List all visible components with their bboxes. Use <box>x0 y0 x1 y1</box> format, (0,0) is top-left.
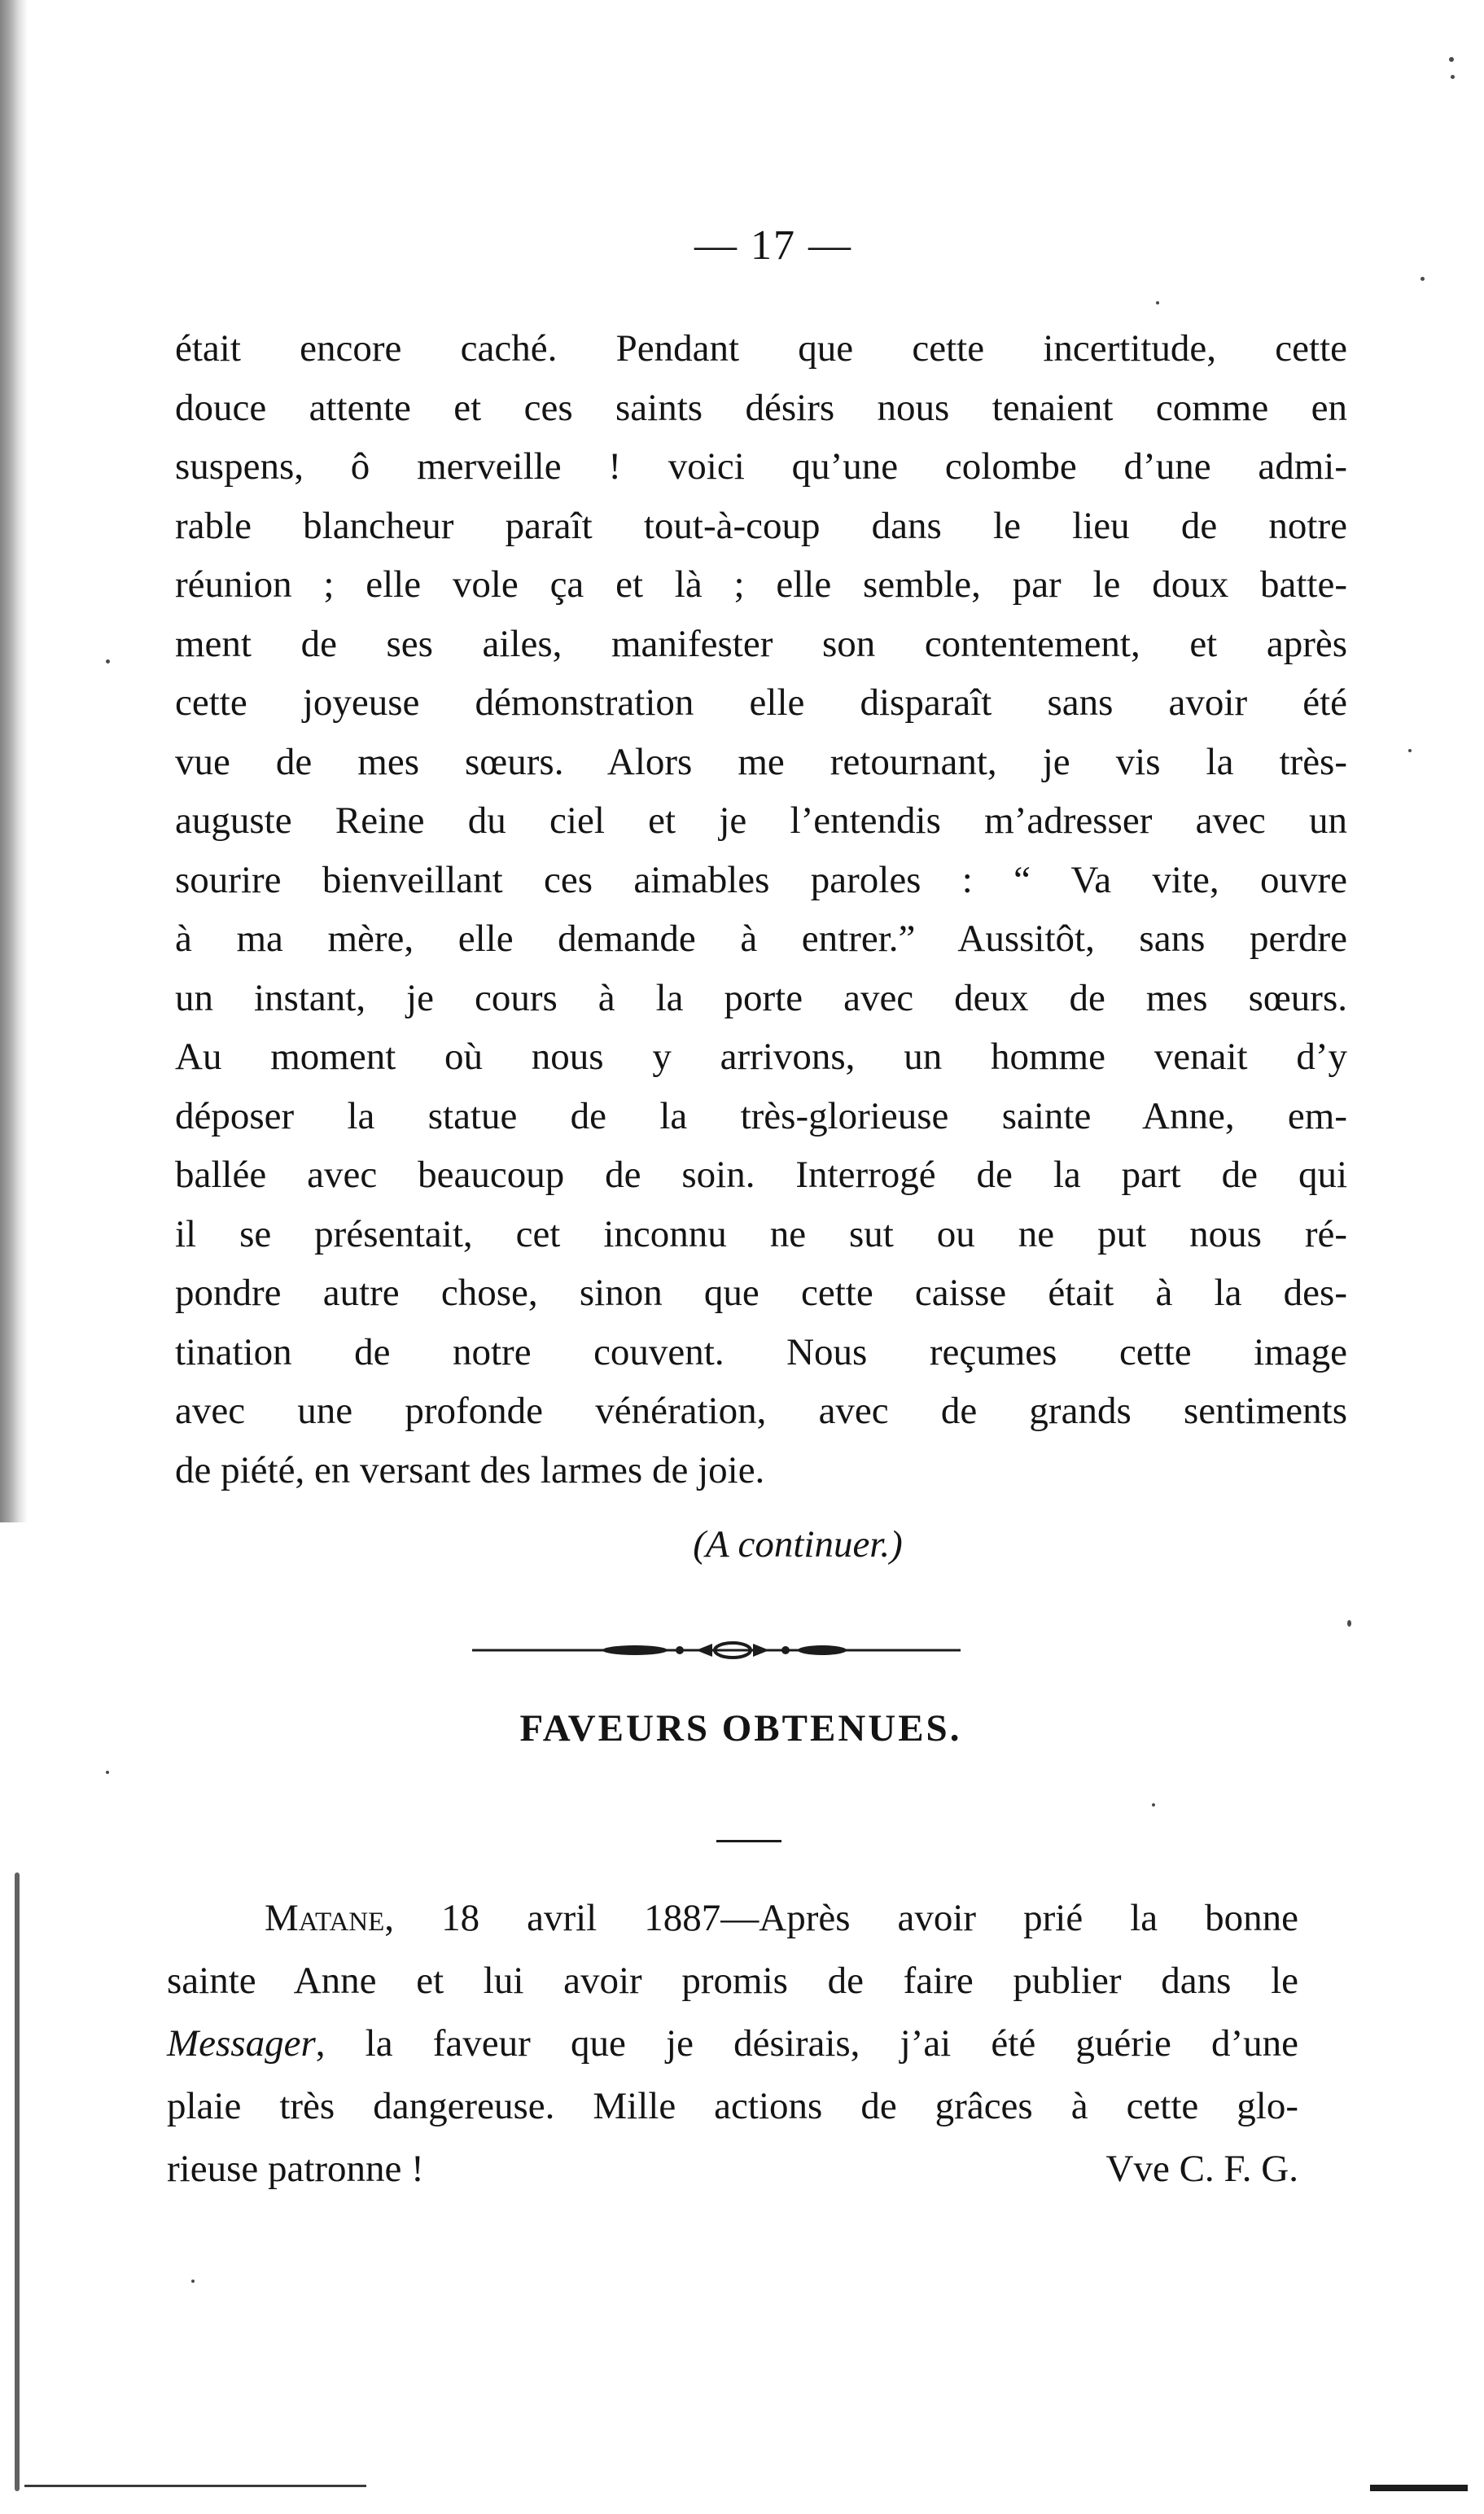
text-line: suspens, ô merveille ! voici qu’une colombe d’une admi- <box>175 445 1347 488</box>
text-line: Au moment où nous y arrivons, un homme venait d’y <box>175 1036 1347 1078</box>
text-line: ment de ses ailes, manifester son contentement, et après <box>175 622 1347 665</box>
scan-speck <box>1408 749 1412 752</box>
text-line: rable blancheur paraît tout-à-coup dans le lieu de notre <box>175 504 1347 547</box>
signature: Vve C. F. G. <box>1105 2148 1298 2190</box>
scan-speck <box>1156 301 1159 304</box>
text-line: un instant, je cours à la porte avec deux de mes sœurs. <box>175 976 1347 1019</box>
scan-speck <box>1347 1620 1351 1627</box>
text-line: Messager, la faveur que je désirais, j’ai été guérie d’une <box>167 2022 1298 2065</box>
text-line: auguste Reine du ciel et je l’entendis m’adresser avec un <box>175 799 1347 842</box>
binding-edge-line <box>15 1872 20 2491</box>
scan-speck <box>191 2280 195 2283</box>
text-line: tination de notre couvent. Nous reçumes cette image <box>175 1330 1347 1373</box>
text-line: à ma mère, elle demande à entrer.” Aussitôt, sans perdre <box>175 918 1347 960</box>
continuation-note: (A continuer.) <box>693 1523 903 1566</box>
text-line: vue de mes sœurs. Alors me retournant, je vis la très- <box>175 740 1347 783</box>
binding-shadow <box>0 0 28 1522</box>
scan-speck <box>106 1771 109 1774</box>
text-line: était encore caché. Pendant que cette incertitude, cette <box>175 327 1347 370</box>
favour-entry <box>167 1887 1298 2201</box>
text-line: de piété, en versant des larmes de joie. <box>175 1448 765 1491</box>
text-line: douce attente et ces saints désirs nous tenaient comme en <box>175 386 1347 429</box>
page-edge-mark <box>1370 2485 1468 2491</box>
scan-speck <box>1449 57 1454 62</box>
text-line: déposer la statue de la très-glorieuse sainte Anne, em- <box>175 1094 1347 1137</box>
scan-speck <box>1421 277 1425 281</box>
text-line: sainte Anne et lui avoir promis de faire publier dans le <box>167 1960 1298 2002</box>
text-line: ballée avec beaucoup de soin. Interrogé de la part de qui <box>175 1154 1347 1196</box>
scan-speck <box>106 659 110 664</box>
section-heading: FAVEURS OBTENUES. <box>519 1707 962 1750</box>
text-line: cette joyeuse démonstration elle disparaît sans avoir été <box>175 681 1347 724</box>
text-line: rieuse patronne ! <box>167 2148 424 2190</box>
text-line: il se présentait, cet inconnu ne sut ou ne put nous ré- <box>175 1212 1347 1255</box>
text-line: réunion ; elle vole ça et là ; elle semble, par le doux batte- <box>175 563 1347 606</box>
entry-last-line <box>167 2138 1298 2201</box>
entry-place: Matane, <box>265 1897 395 1939</box>
scan-speck <box>1451 75 1455 79</box>
body-paragraph <box>175 319 1347 1500</box>
text-line: sourire bienveillant ces aimables paroles : “ Va vite, ouvre <box>175 858 1347 901</box>
entry-first-line <box>167 1887 1298 1950</box>
scan-speck <box>1152 1803 1155 1807</box>
publication-title: Messager <box>167 2022 316 2065</box>
entry-date-text: 18 avril 1887—Après avoir prié la bonne <box>394 1897 1298 1939</box>
text-line: plaie très dangereuse. Mille actions de grâces à cette glo- <box>167 2085 1298 2127</box>
page-edge-rule <box>24 2485 366 2487</box>
heading-rule <box>716 1840 781 1842</box>
text-line: pondre autre chose, sinon que cette caisse était à la des- <box>175 1272 1347 1314</box>
ornamental-divider-icon <box>472 1638 961 1662</box>
page-number: — 17 — <box>694 222 852 269</box>
text-line: avec une profonde vénération, avec de grands sentiments <box>175 1390 1347 1432</box>
